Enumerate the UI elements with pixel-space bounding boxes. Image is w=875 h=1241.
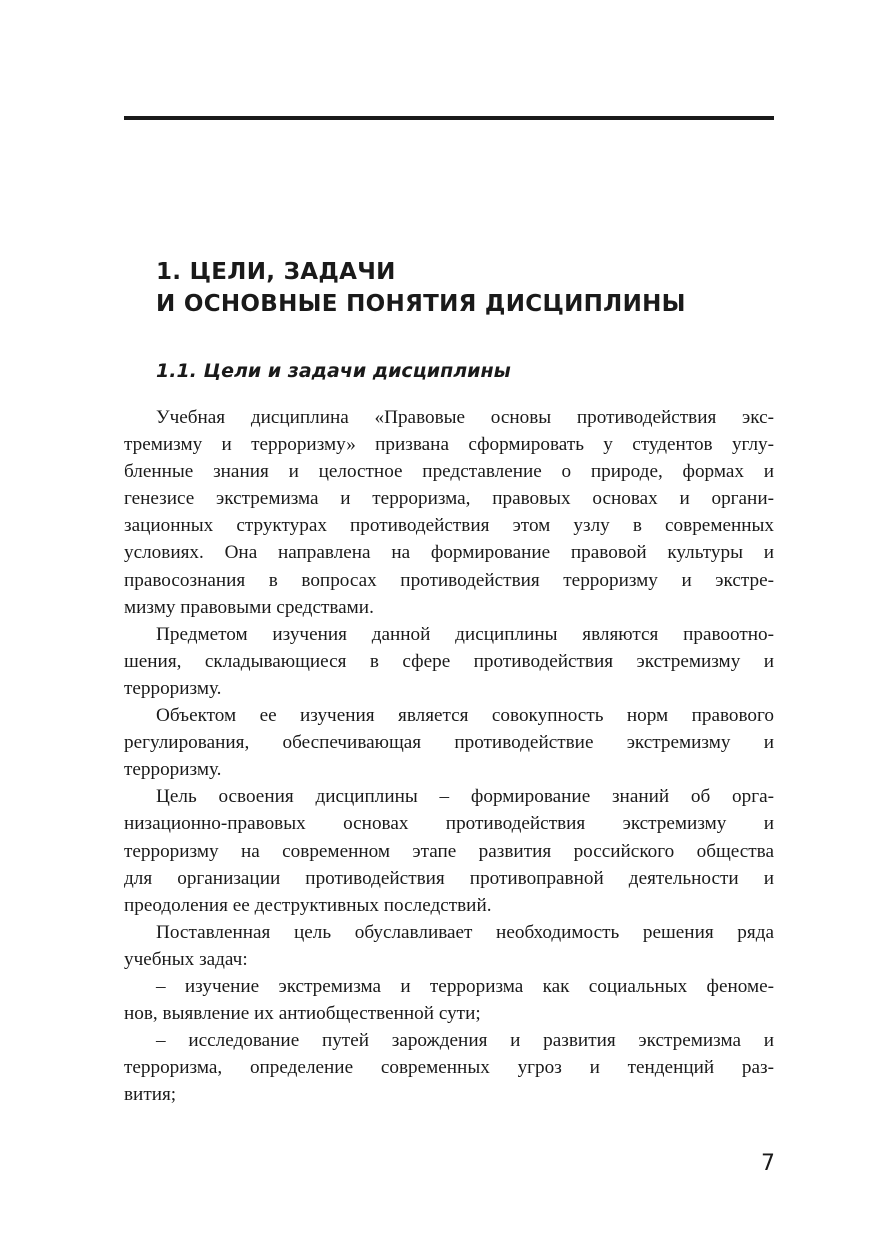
text-line: тремизму и терроризму» призвана сформировать у студентов углу- xyxy=(124,434,774,456)
text-line: Учебная дисциплина «Правовые основы противодействия экс- xyxy=(156,407,774,428)
text-line: Поставленная цель обуславливает необходимость решения ряда xyxy=(156,921,774,943)
text-line: нов, выявление их антиобщественной сути; xyxy=(124,1003,481,1025)
section-title: 1.1. Цели и задачи дисциплины xyxy=(156,360,511,382)
text-line: терроризму на современном этапе развития российского общества xyxy=(124,840,774,862)
text-line: бленные знания и целостное представление о природе, формах и xyxy=(124,461,774,483)
text-line: условиях. Она направлена на формирование правовой культуры и xyxy=(124,542,774,564)
top-rule xyxy=(124,116,774,120)
text-line: Цель освоения дисциплины – формирование знаний об орга- xyxy=(156,786,774,808)
text-line: терроризма, определение современных угроз и тенденций раз- xyxy=(124,1057,774,1079)
text-line: Объектом ее изучения является совокупность норм правового xyxy=(156,705,774,727)
page-number: 7 xyxy=(761,1151,775,1176)
text-line: шения, складывающиеся в сфере противодействия экстремизму и xyxy=(124,650,774,672)
text-line: низационно-правовых основах противодействия экстремизму и xyxy=(124,813,774,835)
text-line: для организации противодействия противоправной деятельности и xyxy=(124,867,774,889)
text-line: терроризму. xyxy=(124,677,222,699)
chapter-title xyxy=(156,256,756,320)
text-line: мизму правовыми средствами. xyxy=(124,596,374,618)
text-line: терроризму. xyxy=(124,759,222,781)
text-line: преодоления ее деструктивных последствий. xyxy=(124,894,492,916)
paragraph xyxy=(124,702,774,783)
chapter-title-line: 1. ЦЕЛИ, ЗАДАЧИ xyxy=(156,259,396,285)
text-line: регулирования, обеспечивающая противодействие экстремизму и xyxy=(124,732,774,754)
body-text xyxy=(124,404,774,1108)
text-line: зационных структурах противодействия этом узлу в современных xyxy=(124,515,774,537)
list-item xyxy=(124,1027,774,1108)
text-line: генезисе экстремизма и терроризма, правовых основах и органи- xyxy=(124,488,774,510)
text-line: Предметом изучения данной дисциплины являются правоотно- xyxy=(156,623,774,645)
list-item xyxy=(124,973,774,1027)
text-line: учебных задач: xyxy=(124,948,248,970)
text-line: правосознания в вопросах противодействия терроризму и экстре- xyxy=(124,569,774,591)
text-line: вития; xyxy=(124,1084,177,1106)
paragraph xyxy=(124,919,774,973)
paragraph xyxy=(124,621,774,702)
paragraph xyxy=(124,783,774,918)
paragraph xyxy=(124,404,774,621)
text-line: – изучение экстремизма и терроризма как социальных феноме- xyxy=(156,975,774,997)
text-line: – исследование путей зарождения и развития экстремизма и xyxy=(156,1030,774,1052)
chapter-title-line: И ОСНОВНЫЕ ПОНЯТИЯ ДИСЦИПЛИНЫ xyxy=(156,291,686,317)
